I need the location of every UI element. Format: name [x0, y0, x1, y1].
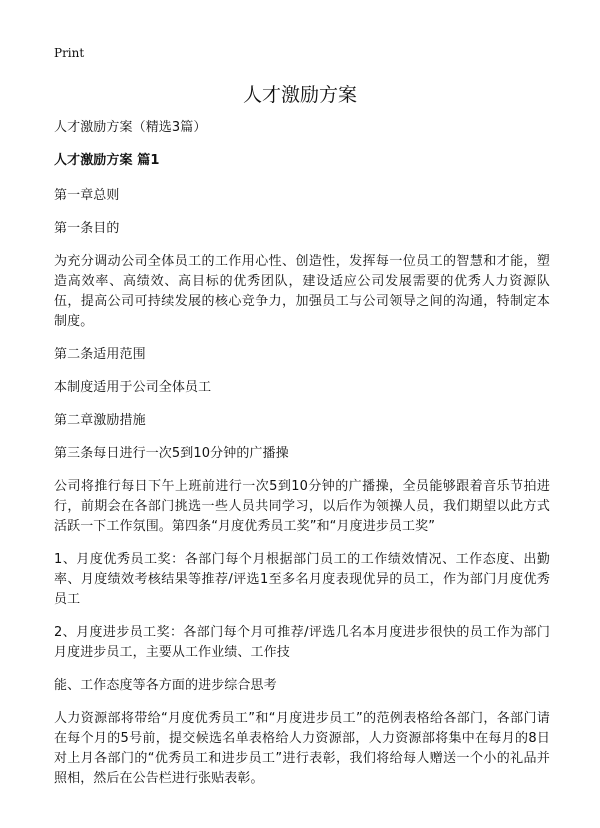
document-body — [54, 118, 550, 802]
paragraph-hr-process: 人力资源部将带给“月度优秀员工”和“月度进步员工”的范例表格给各部门，各部门请在每个月的5号前，提交候选名单表格给人力资源部，人力资源部将集中在每月的8日对上月各部门的“优秀员工和进步员工”进行表彰，我们将给每人赠送一个小的礼品并照相，然后在公告栏进行张贴表彰。 — [54, 711, 550, 786]
paragraph-excellent-award: 1、月度优秀员工奖：各部门每个月根据部门员工的工作绩效情况、工作态度、出勤率、月度绩效考核结果等推荐/评选1至多名月度表现优异的员工，作为部门月度优秀员工 — [54, 552, 550, 607]
paragraph-purpose: 为充分调动公司全体员工的工作用心性、创造性，发挥每一位员工的智慧和才能，塑造高效率、高绩效、高目标的优秀团队，建设适应公司发展需要的优秀人力资源队伍，提高公司可持续发展的核心竞争力，加强员工与公司领导之间的沟通，特制定本制度。 — [54, 254, 550, 329]
paragraph-article-3: 第三条每日进行一次5到10分钟的广播操 — [54, 446, 289, 461]
paragraph-scope: 本制度适用于公司全体员工 — [54, 380, 212, 395]
print-link[interactable]: Print — [54, 46, 85, 60]
paragraph-exercise: 公司将推行每日下午上班前进行一次5到10分钟的广播操，全员能够跟着音乐节拍进行，前期会在各部门挑选一些人员共同学习，以后作为领操人员，我们期望以此方式活跃一下工作氛围。第四条“月度优秀员工奖”和“月度进步员工奖” — [54, 479, 550, 534]
section-heading: 人才激励方案 篇1 — [54, 153, 160, 168]
paragraph-chapter-1: 第一章总则 — [54, 188, 120, 203]
paragraph-article-2: 第二条适用范围 — [54, 347, 146, 362]
paragraph-progress-award: 2、月度进步员工奖：各部门每个月可推荐/评选几名本月度进步很快的员工作为部门月度进步员工，主要从工作业绩、工作技 — [54, 625, 550, 660]
paragraph-chapter-2: 第二章激励措施 — [54, 413, 146, 428]
paragraph-progress-cont: 能、工作态度等各方面的进步综合思考 — [54, 678, 277, 693]
document-title: 人才激励方案 — [242, 84, 357, 106]
paragraph-article-1: 第一条目的 — [54, 221, 120, 236]
document-subtitle: 人才激励方案（精选3篇） — [54, 120, 207, 135]
